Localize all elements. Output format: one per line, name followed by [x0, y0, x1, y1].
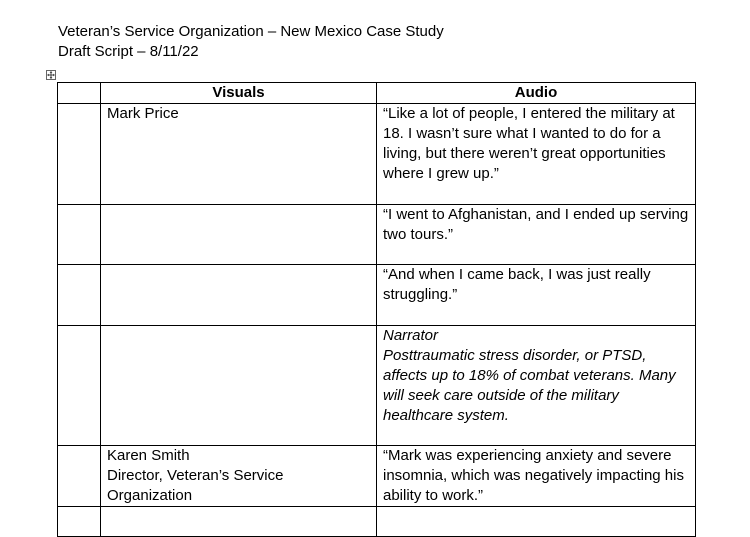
audio-cell[interactable] — [377, 507, 696, 537]
table-row — [58, 507, 696, 537]
visuals-cell[interactable] — [101, 507, 377, 537]
document-title: Veteran’s Service Organization – New Mexico Case Study — [58, 23, 444, 40]
audio-cell[interactable]: “And when I came back, I was just really struggling.” — [377, 265, 696, 326]
row-number-cell[interactable] — [58, 446, 101, 507]
row-number-cell[interactable] — [58, 326, 101, 446]
visuals-cell[interactable] — [101, 104, 377, 205]
document-subtitle: Draft Script – 8/11/22 — [58, 43, 199, 60]
visuals-cell[interactable] — [101, 446, 377, 507]
visuals-cell[interactable] — [101, 265, 377, 326]
audio-cell[interactable] — [377, 326, 696, 446]
table-move-handle-icon[interactable] — [46, 70, 56, 80]
script-table — [57, 82, 696, 537]
table-header-row — [58, 83, 696, 104]
table-row — [58, 104, 696, 205]
column-header-blank — [58, 83, 101, 104]
audio-text: Posttraumatic stress disorder, or PTSD, affects up to 18% of combat veterans. Many will seek care outside of the military healthcare system. — [383, 347, 676, 424]
table-row — [58, 446, 696, 507]
audio-cell[interactable]: “Like a lot of people, I entered the military at 18. I wasn’t sure what I wanted to do for a living, but there weren’t great opportunities where I grew up.” — [377, 104, 696, 205]
visual-line: Karen Smith — [107, 447, 190, 464]
table-row — [58, 205, 696, 265]
row-number-cell[interactable] — [58, 507, 101, 537]
row-number-cell[interactable] — [58, 265, 101, 326]
visuals-cell[interactable] — [101, 205, 377, 265]
table-row — [58, 265, 696, 326]
document-header — [58, 22, 444, 62]
visual-line: Director, Veteran’s Service Organization — [107, 467, 284, 504]
column-header-visuals: Visuals — [101, 83, 377, 104]
column-header-audio: Audio — [377, 83, 696, 104]
audio-speaker: Narrator — [383, 327, 439, 344]
audio-cell[interactable]: “Mark was experiencing anxiety and severe insomnia, which was negatively impacting his ability to work.” — [377, 446, 696, 507]
visuals-cell[interactable] — [101, 326, 377, 446]
visual-line: Mark Price — [107, 105, 179, 122]
row-number-cell[interactable] — [58, 104, 101, 205]
row-number-cell[interactable] — [58, 205, 101, 265]
table-row — [58, 326, 696, 446]
audio-cell[interactable]: “I went to Afghanistan, and I ended up serving two tours.” — [377, 205, 696, 265]
